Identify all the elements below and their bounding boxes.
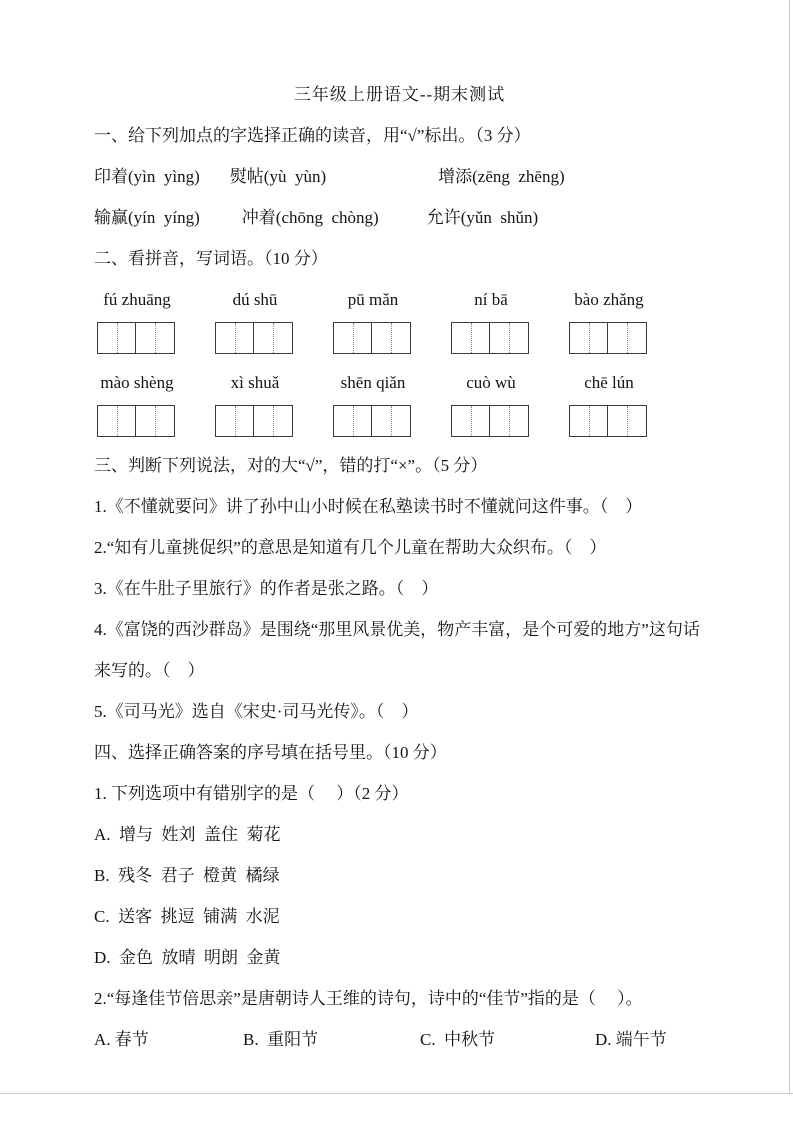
phonetic-choice-item: 输赢(yín yíng)	[94, 208, 200, 227]
pinyin-word-block	[330, 362, 416, 445]
option-item-c: C. 中秋节	[420, 1030, 496, 1049]
judgment-item: 5.《司马光》选自《宋史·司马光传》。（ ）	[94, 702, 419, 721]
pinyin-word-block	[566, 279, 652, 362]
pinyin-label: chē lún	[584, 373, 634, 392]
option-item-b: B. 重阳节	[243, 1030, 319, 1049]
dotted-midline	[589, 406, 590, 436]
pinyin-word-block	[448, 362, 534, 445]
judgment-item: 1.《不懂就要问》讲了孙中山小时候在私塾读书时不懂就问这件事。（ ）	[94, 497, 643, 516]
dotted-midline	[235, 406, 236, 436]
option-item-a: A. 增与 姓刘 盖住 菊花	[94, 825, 281, 844]
dotted-midline	[353, 406, 354, 436]
question-2-stem: 2.“每逢佳节倍思亲”是唐朝诗人王维的诗句，诗中的“佳节”指的是（ ）。	[94, 989, 643, 1008]
pinyin-label: cuò wù	[466, 373, 516, 392]
grid-cell[interactable]	[334, 323, 372, 353]
question-2-options	[94, 1019, 705, 1060]
option-item-c: C. 送客 挑逗 铺满 水泥	[94, 907, 280, 926]
judgment-item: 3.《在牛肚子里旅行》的作者是张之路。（ ）	[94, 579, 439, 598]
page-edge-right	[789, 0, 790, 1094]
section-3-heading: 三、判断下列说法，对的大“√”，错的打“×”。（5 分）	[94, 456, 488, 475]
section-4-heading: 四、选择正确答案的序号填在括号里。（10 分）	[94, 743, 447, 762]
judgment-item: 2.“知有儿童挑促织”的意思是知道有几个儿童在帮助大众织布。（ ）	[94, 538, 607, 557]
pinyin-word-block	[330, 279, 416, 362]
pinyin-label: xì shuǎ	[230, 373, 280, 392]
pinyin-label: pū mǎn	[347, 290, 399, 309]
dotted-midline	[627, 323, 628, 353]
pinyin-word-block	[566, 362, 652, 445]
dotted-midline	[509, 323, 510, 353]
section-1-row-1	[94, 156, 705, 197]
dotted-midline	[391, 323, 392, 353]
pinyin-word-block	[448, 279, 534, 362]
grid-cell[interactable]	[372, 323, 410, 353]
grid-cell[interactable]	[216, 323, 254, 353]
pinyin-word-block	[212, 362, 298, 445]
pinyin-word-block	[94, 362, 180, 445]
phonetic-choice-item: 熨帖(yù yùn)	[229, 167, 327, 186]
writing-grid[interactable]	[333, 405, 411, 437]
pinyin-label: bào zhǎng	[574, 290, 644, 309]
pinyin-row-1	[94, 279, 705, 362]
dotted-midline	[117, 323, 118, 353]
dotted-midline	[509, 406, 510, 436]
grid-cell[interactable]	[254, 323, 292, 353]
grid-cell[interactable]	[98, 406, 136, 436]
pinyin-label: dú shū	[232, 290, 278, 309]
writing-grid[interactable]	[215, 405, 293, 437]
grid-cell[interactable]	[608, 323, 646, 353]
dotted-midline	[353, 323, 354, 353]
page-edge-bottom	[0, 1093, 793, 1094]
grid-cell[interactable]	[98, 323, 136, 353]
phonetic-choice-item: 印着(yìn yìng)	[94, 167, 200, 186]
grid-cell[interactable]	[608, 406, 646, 436]
grid-cell[interactable]	[452, 323, 490, 353]
judgment-item: 4.《富饶的西沙群岛》是围绕“那里风景优美，物产丰富，是个可爱的地方”这句话来写的。（ ）	[94, 620, 700, 680]
pinyin-word-block	[212, 279, 298, 362]
phonetic-choice-item: 冲着(chōng chòng)	[241, 208, 379, 227]
pinyin-word-block	[94, 279, 180, 362]
section-1-row-2	[94, 197, 705, 238]
grid-cell[interactable]	[570, 406, 608, 436]
pinyin-label: ní bā	[474, 290, 508, 309]
dotted-midline	[471, 323, 472, 353]
writing-grid[interactable]	[97, 322, 175, 354]
phonetic-choice-item: 允许(yǔn shǔn)	[426, 208, 539, 227]
pinyin-label: shēn qiǎn	[340, 373, 406, 392]
option-item-a: A. 春节	[94, 1030, 149, 1049]
grid-cell[interactable]	[254, 406, 292, 436]
grid-cell[interactable]	[334, 406, 372, 436]
dotted-midline	[589, 323, 590, 353]
pinyin-row-2	[94, 362, 705, 445]
grid-cell[interactable]	[570, 323, 608, 353]
dotted-midline	[117, 406, 118, 436]
option-item-d: D. 端午节	[595, 1030, 667, 1049]
dotted-midline	[155, 323, 156, 353]
section-1-heading: 一、给下列加点的字选择正确的读音，用“√”标出。（3 分）	[94, 126, 531, 145]
writing-grid[interactable]	[97, 405, 175, 437]
grid-cell[interactable]	[372, 406, 410, 436]
grid-cell[interactable]	[136, 406, 174, 436]
dotted-midline	[235, 323, 236, 353]
option-item-d: D. 金色 放晴 明朗 金黄	[94, 948, 281, 967]
pinyin-label: mào shèng	[100, 373, 174, 392]
dotted-midline	[471, 406, 472, 436]
grid-cell[interactable]	[452, 406, 490, 436]
dotted-midline	[155, 406, 156, 436]
pinyin-label: fú zhuāng	[103, 290, 171, 309]
writing-grid[interactable]	[451, 322, 529, 354]
grid-cell[interactable]	[490, 323, 528, 353]
dotted-midline	[273, 406, 274, 436]
writing-grid[interactable]	[569, 322, 647, 354]
writing-grid[interactable]	[333, 322, 411, 354]
grid-cell[interactable]	[136, 323, 174, 353]
writing-grid[interactable]	[215, 322, 293, 354]
writing-grid[interactable]	[451, 405, 529, 437]
dotted-midline	[627, 406, 628, 436]
option-item-b: B. 残冬 君子 橙黄 橘绿	[94, 866, 280, 885]
grid-cell[interactable]	[216, 406, 254, 436]
question-1-stem: 1. 下列选项中有错别字的是（ ）（2 分）	[94, 784, 409, 803]
phonetic-choice-item: 增添(zēng zhēng)	[438, 167, 565, 186]
dotted-midline	[391, 406, 392, 436]
writing-grid[interactable]	[569, 405, 647, 437]
page-title: 三年级上册语文--期末测试	[293, 85, 506, 104]
dotted-midline	[273, 323, 274, 353]
grid-cell[interactable]	[490, 406, 528, 436]
section-2-heading: 二、看拼音，写词语。（10 分）	[94, 249, 328, 268]
